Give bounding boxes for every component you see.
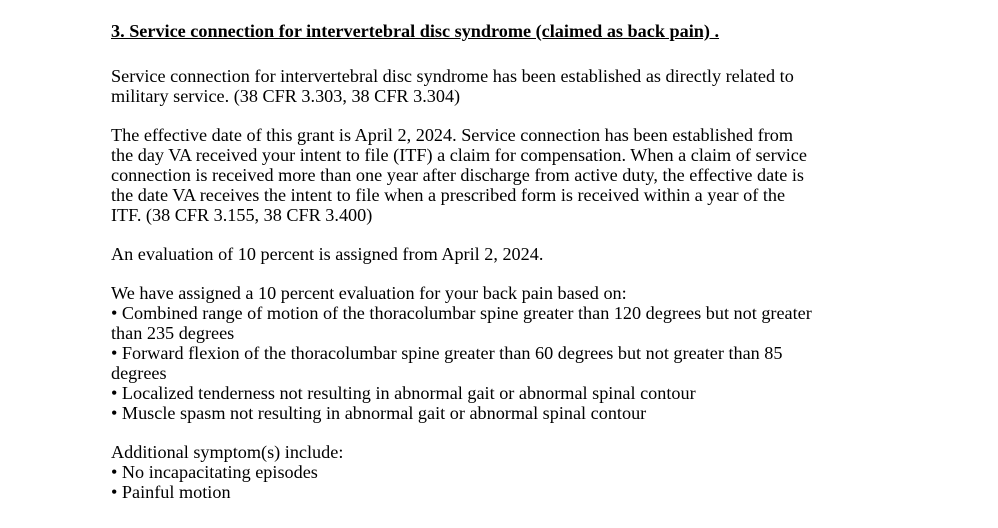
list-item bbox=[111, 383, 901, 403]
list-item bbox=[111, 303, 901, 343]
text-line: • Forward flexion of the thoracolumbar spine greater than 60 degrees but not greater than 85 bbox=[111, 343, 783, 363]
additional-intro: Additional symptom(s) include: bbox=[111, 442, 344, 462]
additional-list bbox=[111, 462, 901, 502]
text-line: • Localized tenderness not resulting in abnormal gait or abnormal spinal contour bbox=[111, 383, 696, 403]
basis-intro: We have assigned a 10 percent evaluation for your back pain based on: bbox=[111, 283, 627, 303]
additional-symptoms-block bbox=[111, 442, 901, 502]
text-line: the day VA received your intent to file (ITF) a claim for compensation. When a claim of service bbox=[111, 145, 807, 165]
effective-date-paragraph bbox=[111, 125, 901, 225]
text-line: the date VA receives the intent to file when a prescribed form is received within a year of the bbox=[111, 185, 786, 205]
section-heading: 3. Service connection for intervertebral disc syndrome (claimed as back pain) . bbox=[111, 21, 720, 41]
list-item bbox=[111, 482, 901, 502]
text-line: • No incapacitating episodes bbox=[111, 462, 318, 482]
list-item bbox=[111, 403, 901, 423]
decision-document bbox=[111, 21, 901, 521]
text-line: • Muscle spasm not resulting in abnormal gait or abnormal spinal contour bbox=[111, 403, 647, 423]
list-item bbox=[111, 462, 901, 482]
text-line: than 235 degrees bbox=[111, 323, 235, 343]
evaluation-paragraph: An evaluation of 10 percent is assigned from April 2, 2024. bbox=[111, 244, 544, 264]
text-line: • Combined range of motion of the thoracolumbar spine greater than 120 degrees but not greater bbox=[111, 303, 812, 323]
text-line: connection is received more than one year after discharge from active duty, the effective date is bbox=[111, 165, 805, 185]
basis-list bbox=[111, 303, 901, 423]
evaluation-basis-block bbox=[111, 283, 901, 423]
text-line: Service connection for intervertebral disc syndrome has been established as directly related to bbox=[111, 66, 794, 86]
text-line: The effective date of this grant is April 2, 2024. Service connection has been established from bbox=[111, 125, 793, 145]
text-line: degrees bbox=[111, 363, 167, 383]
text-line: military service. (38 CFR 3.303, 38 CFR 3.304) bbox=[111, 86, 461, 106]
list-item bbox=[111, 343, 901, 383]
text-line: • Painful motion bbox=[111, 482, 231, 502]
text-line: ITF. (38 CFR 3.155, 38 CFR 3.400) bbox=[111, 205, 373, 225]
service-connection-paragraph bbox=[111, 66, 901, 106]
